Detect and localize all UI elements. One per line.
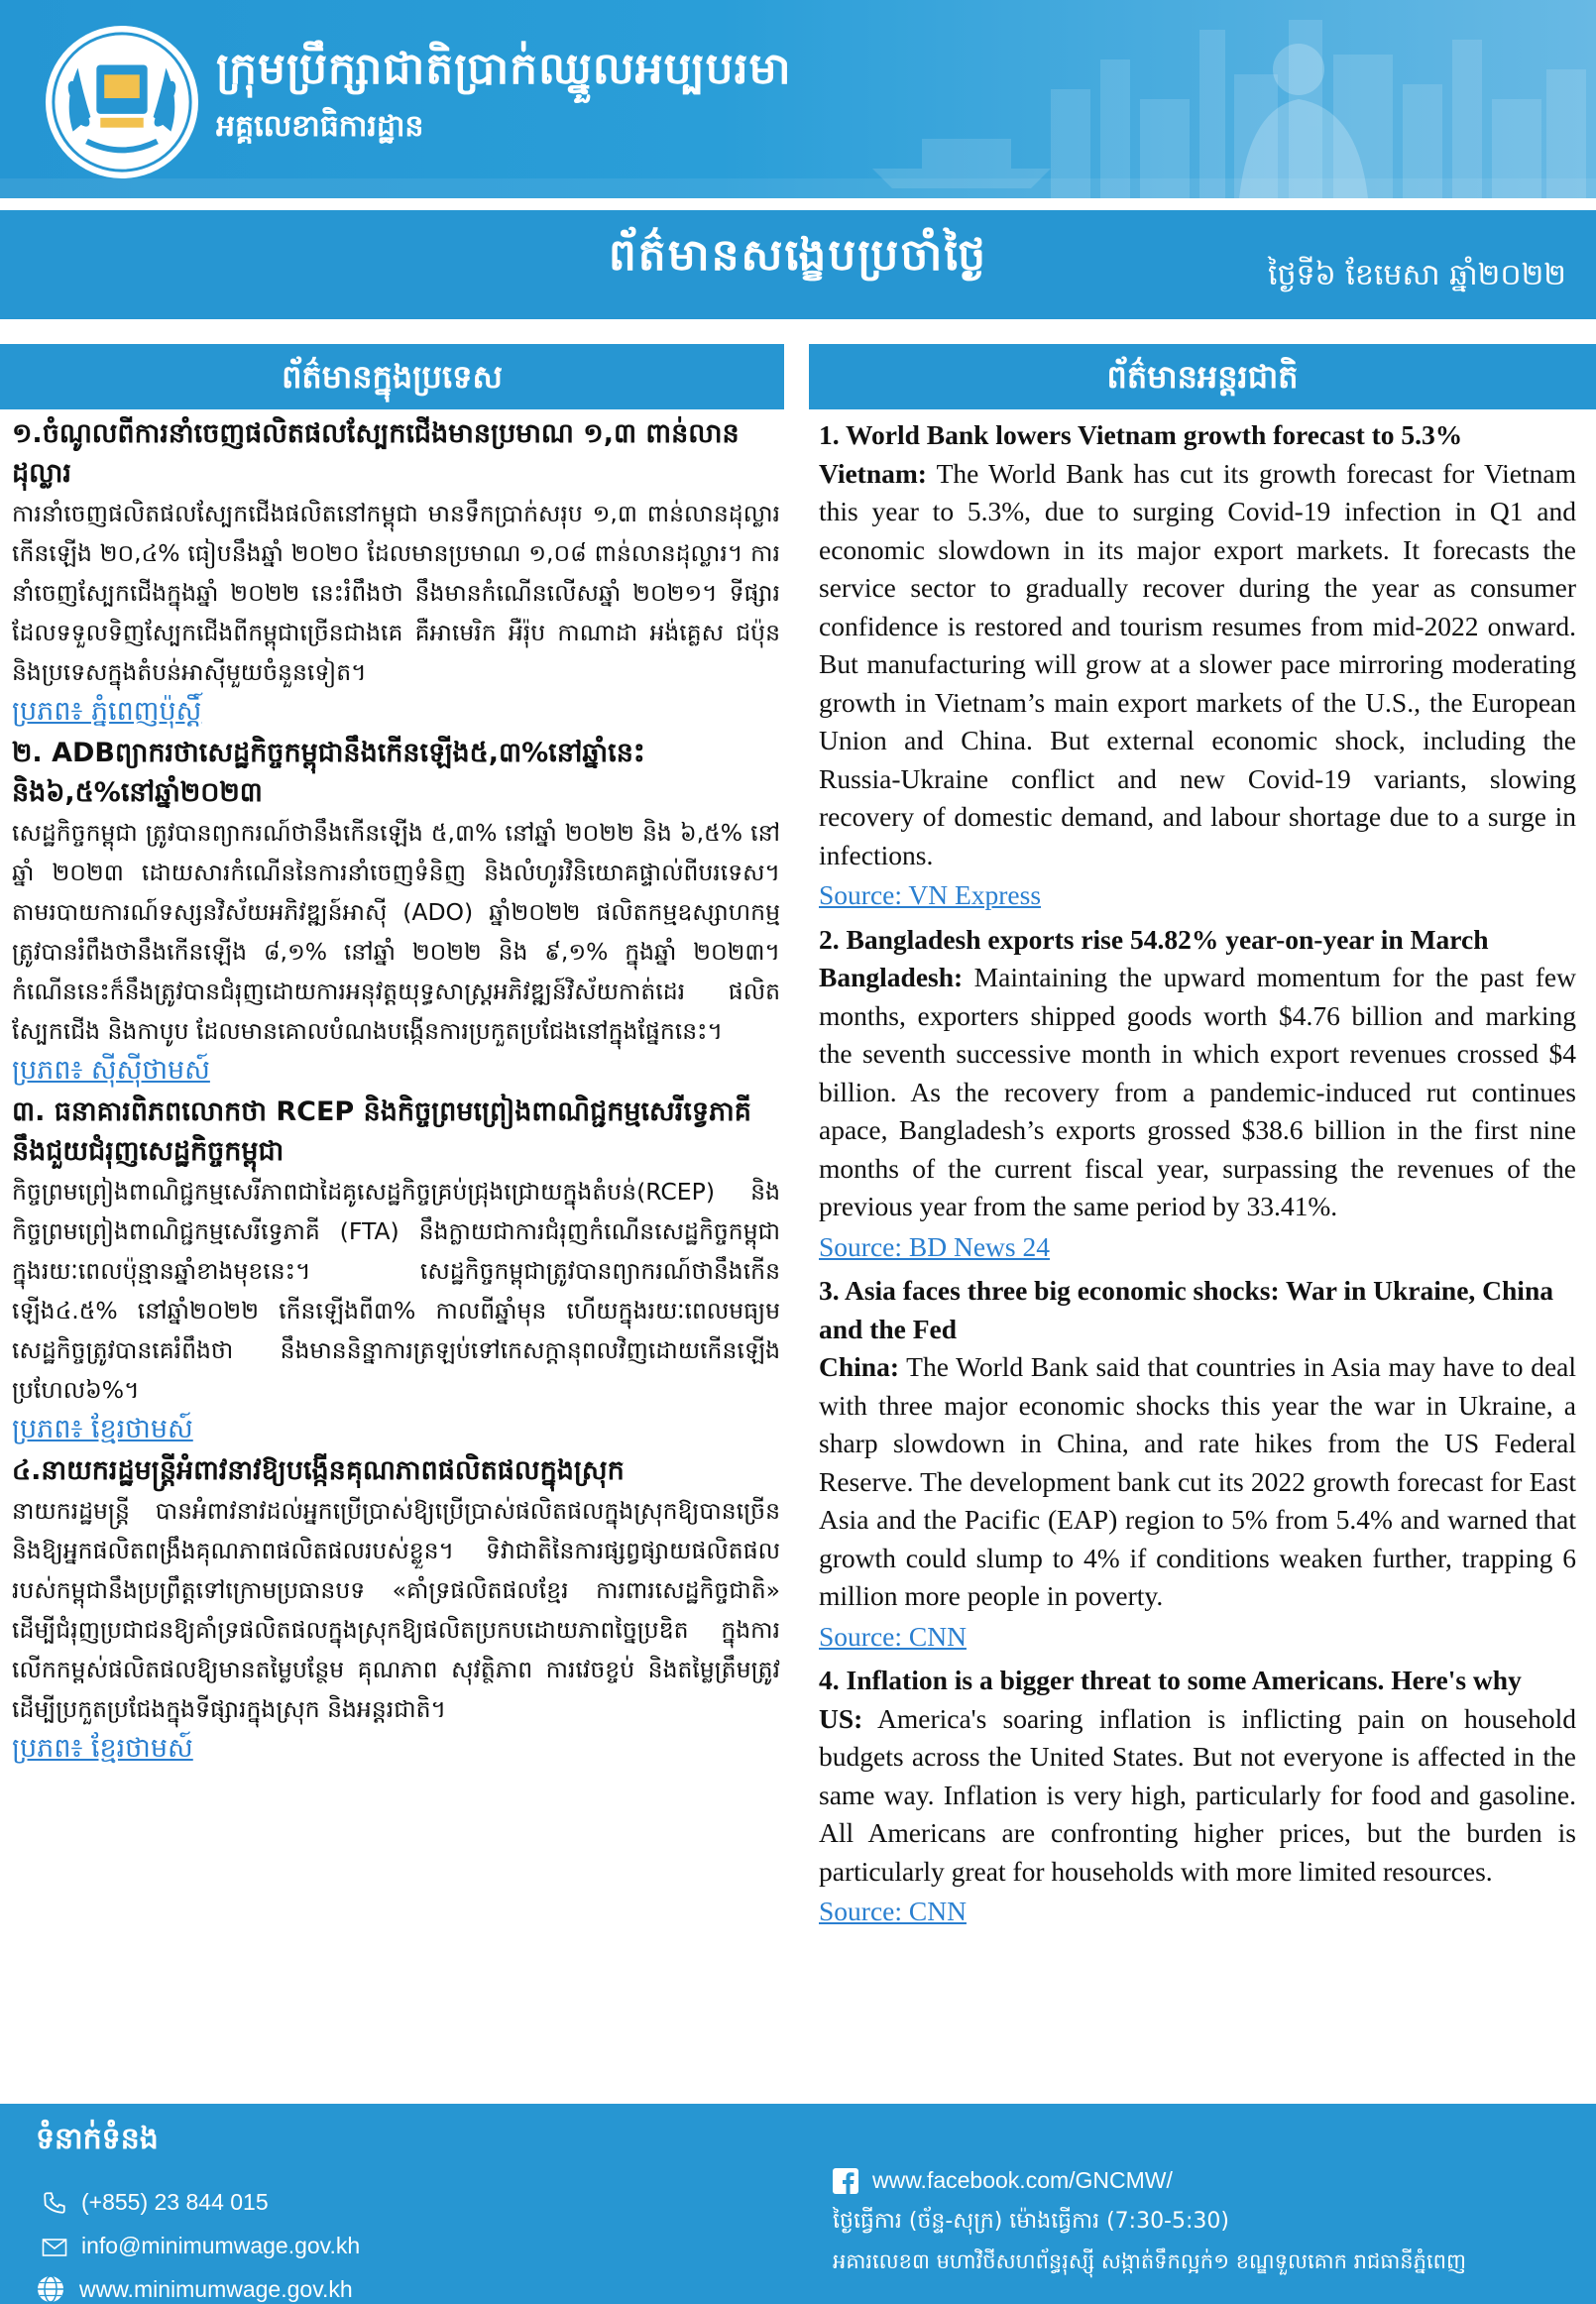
news-source-link[interactable]: Source: CNN bbox=[819, 1620, 967, 1652]
news-source-link[interactable]: ប្រភព៖ ភ្នំពេញប៉ុស្តិ៍ bbox=[12, 696, 202, 727]
domestic-news-item bbox=[12, 734, 780, 1091]
news-text: America's soaring inflation is inflicting pain on household budgets across the United States. But not everyone is affected in the same way. Inflation is very high, particularly for food and gasoline. All Americans are confronting higher prices, but the burden is particularly great for households with more limited resources. bbox=[819, 1702, 1576, 1887]
international-news-item bbox=[819, 1272, 1576, 1656]
facebook-contact[interactable] bbox=[833, 2167, 1173, 2194]
international-news-item bbox=[819, 1662, 1576, 1931]
globe-icon bbox=[36, 2274, 65, 2304]
news-country: China: bbox=[819, 1351, 899, 1382]
news-text: The World Bank said that countries in Asia may have to deal with three major economic shocks this year the war in Ukraine, a sharp slowdown in China, and rate hikes from the US Federal Reserve. The development bank cut its 2022 growth forecast for East Asia and the Pacific (EAP) region to 5% from 5.4% and warned that growth could slump to 4% if conditions weaken further, trapping 6 million more people in poverty. bbox=[819, 1351, 1576, 1611]
news-country: Bangladesh: bbox=[819, 962, 964, 992]
website-contact[interactable] bbox=[36, 2274, 353, 2304]
website-url: www.minimumwage.gov.kh bbox=[79, 2275, 353, 2302]
domestic-news-column bbox=[12, 414, 780, 2100]
domestic-news-item bbox=[12, 414, 780, 732]
email-contact[interactable] bbox=[42, 2233, 360, 2259]
news-body bbox=[819, 1700, 1576, 1892]
facebook-icon bbox=[833, 2168, 858, 2194]
news-title: 1. World Bank lowers Vietnam growth forecast to 5.3% bbox=[819, 419, 1463, 450]
domestic-news-item bbox=[12, 1093, 780, 1449]
domestic-news-item bbox=[12, 1451, 780, 1769]
news-source-link[interactable]: Source: BD News 24 bbox=[819, 1230, 1050, 1262]
mail-icon bbox=[42, 2236, 67, 2257]
news-body: កិច្ចព្រមព្រៀងពាណិជ្ជកម្មសេរីភាពជាដៃគូសេដ្ឋកិច្ចគ្រប់ជ្រុងជ្រោយក្នុងតំបន់(RCEP) និងកិច្ចព្រមព្រៀងពាណិជ្ជកម្មសេរីទ្វេភាគី (FTA) នឹងក្លាយជាការជំរុញកំណើនសេដ្ឋកិច្ចកម្ពុជាក្នុងរយៈពេលប៉ុន្មានឆ្នាំខាងមុខនេះ។ សេដ្ឋកិច្ចកម្ពុជាត្រូវបានព្យាករណ៍ថានឹងកើនឡើង៤.៥% នៅឆ្នាំ២០២២ កើនឡើងពី៣% កាលពីឆ្នាំមុន ហើយក្នុងរយៈពេលមធ្យមសេដ្ឋកិច្ចត្រូវបានគេរំពឹងថា នឹងមាននិន្នាការត្រឡប់ទៅកេសក្តានុពលវិញដោយកើនឡើងប្រហែល៦%។ bbox=[12, 1178, 780, 1404]
news-body: សេដ្ឋកិច្ចកម្ពុជា ត្រូវបានព្យាករណ៍ថានឹងកើនឡើង ៥,៣% នៅឆ្នាំ ២០២២ និង ៦,៥% នៅឆ្នាំ ២០២៣ ដោយសារកំណើននៃការនាំចេញទំនិញ និងលំហូរវិនិយោគផ្ទាល់ពីបរទេស។ តាមរបាយការណ៍ទស្សនវិស័យអភិវឌ្ឍន៍អាស៊ី (ADO) ឆ្នាំ២០២២ ផលិតកម្មឧស្សាហកម្មត្រូវបានរំពឹងថានឹងកើនឡើង ៨,១% នៅឆ្នាំ ២០២២ និង ៩,១% ក្នុងឆ្នាំ ២០២៣។ កំណើននេះក៏នឹងត្រូវបានជំរុញដោយការអនុវត្តយុទ្ធសាស្រ្តអភិវឌ្ឍន៍វិស័យកាត់ដេរ ផលិតស្បែកជើង និងកាបូប ដែលមានគោលបំណងបង្កើនការប្រកួតប្រជែងនៅក្នុងផ្នែកនេះ។ bbox=[12, 819, 780, 1045]
news-title: 3. Asia faces three big economic shocks: War in Ukraine, China and the Fed bbox=[819, 1275, 1553, 1344]
news-title: ៣. ធនាគារពិភពលោកថា RCEP និងកិច្ចព្រមព្រៀងពាណិជ្ជកម្មសេរីទ្វេភាគីនឹងជួយជំរុញសេដ្ឋកិច្ចកម្ពុជា bbox=[12, 1096, 751, 1167]
news-source-link[interactable]: Source: CNN bbox=[819, 1896, 967, 1926]
news-title: 4. Inflation is a bigger threat to some Americans. Here's why bbox=[819, 1665, 1522, 1695]
bulletin-title: ព័ត៌មានសង្ខេបប្រចាំថ្ងៃ bbox=[608, 230, 988, 281]
footer-contact bbox=[0, 2104, 1596, 2304]
organization-name: ក្រុមប្រឹក្សាជាតិប្រាក់ឈ្នួលអប្បបរមា bbox=[216, 44, 792, 94]
news-title: ១.ចំណូលពីការនាំចេញផលិតផលស្បែកជើងមានប្រមាណ ១,៣ ពាន់លានដុល្លារ bbox=[12, 418, 740, 489]
phone-contact[interactable] bbox=[42, 2189, 269, 2216]
news-title: ២. ADBព្យាករថាសេដ្ឋកិច្ចកម្ពុជានឹងកើនឡើង៥,៣%នៅឆ្នាំនេះនិង៦,៥%នៅឆ្នាំ២០២៣ bbox=[12, 738, 645, 808]
news-country: US: bbox=[819, 1702, 863, 1734]
international-news-column bbox=[819, 416, 1576, 2102]
office-address: អគារលេខ៣ មហាវិថីសហព័ន្ធរុស្ស៊ី សង្កាត់ទឹកល្អក់១ ខណ្ឌទួលគោក រាជធានីភ្នំពេញ bbox=[833, 2249, 1466, 2273]
news-text: The World Bank has cut its growth forecast for Vietnam this year to 5.3%, due to surging Covid-19 infection in Q1 and economic slowdown in its major export markets. It forecasts the service sector to gradually recover during the year as consumer confidence is restored and tourism resumes from mid-2022 onward. But manufacturing will grow at a slower pace mirroring moderating growth in Vietnam’s main export markets of the U.S., the European Union and China. But external economic shock, including the Russia-Ukraine conflict and new Covid-19 variants, slowing recovery of domestic demand, and labour shortage due to a surge in infections. bbox=[819, 457, 1576, 870]
news-body: នាយករដ្ឋមន្ត្រី បានអំពាវនាវដល់អ្នកប្រើប្រាស់ឱ្យប្រើប្រាស់ផលិតផលក្នុងស្រុកឱ្យបានច្រើន និងឱ្យអ្នកផលិតពង្រឹងគុណភាពផលិតផលរបស់ខ្លួន។ ទិវាជាតិនៃការផ្សព្វផ្សាយផលិតផលរបស់កម្ពុជានឹងប្រព្រឹត្តទៅក្រោមប្រធានបទ «គាំទ្រផលិតផលខ្មែរ ការពារសេដ្ឋកិច្ចជាតិ» ដើម្បីជំរុញប្រជាជនឱ្យគាំទ្រផលិតផលក្នុងស្រុកឱ្យផលិតប្រកបដោយភាពច្នៃប្រឌិត ក្នុងការលើកកម្ពស់ផលិតផលឱ្យមានតម្លៃបន្ថែម គុណភាព សុវត្ថិភាព ការវេចខ្ចប់ និងតម្លៃត្រឹមត្រូវ ដើម្បីប្រកួតប្រជែងក្នុងទីផ្សារក្នុងស្រុក និងអន្តរជាតិ។ bbox=[12, 1497, 780, 1723]
news-body: ការនាំចេញផលិតផលស្បែកជើងផលិតនៅកម្ពុជា មានទឹកប្រាក់សរុប ១,៣ ពាន់លានដុល្លារ កើនឡើង ២០,៤% ធៀបនឹងឆ្នាំ ២០២០ ដែលមានប្រមាណ ១,០៨ ពាន់លានដុល្លារ។ ការនាំចេញស្បែកជើងក្នុងឆ្នាំ ២០២២ នេះរំពឹងថា នឹងមានកំណើនលើសឆ្នាំ ២០២១។ ទីផ្សារដែលទទួលទិញស្បែកជើងពីកម្ពុជាច្រើនជាងគេ គឺអាមេរិក អឺរ៉ុប កាណាដា អង់គ្លេស ជប៉ុន និងប្រទេសក្នុងតំបន់អាស៊ីមួយចំនួនទៀត។ bbox=[12, 500, 780, 686]
news-title: 2. Bangladesh exports rise 54.82% year-on-year in March bbox=[819, 923, 1489, 955]
news-body bbox=[819, 959, 1576, 1226]
domestic-news-heading: ព័ត៌មានក្នុងប្រទេស bbox=[0, 344, 784, 409]
ministry-logo bbox=[44, 24, 200, 180]
phone-icon bbox=[42, 2190, 67, 2216]
news-source-link[interactable]: Source: VN Express bbox=[819, 879, 1042, 910]
contact-title: ទំនាក់ទំនង bbox=[36, 2122, 159, 2156]
news-body bbox=[819, 455, 1576, 875]
title-bar bbox=[0, 210, 1596, 319]
international-news-item bbox=[819, 921, 1576, 1267]
news-country: Vietnam: bbox=[819, 457, 927, 489]
organization-department: អគ្គលេខាធិការដ្ឋាន bbox=[216, 109, 424, 144]
working-hours: ថ្ងៃធ្វើការ (ច័ន្ទ-សុក្រ) ម៉ោងធ្វើការ (7:30-5:30) bbox=[833, 2209, 1229, 2234]
header-gap bbox=[0, 198, 1596, 210]
facebook-url: www.facebook.com/GNCMW/ bbox=[872, 2167, 1173, 2193]
news-title: ៤.នាយករដ្ឋមន្ត្រីអំពាវនាវឱ្យបង្កើនគុណភាពផលិតផលក្នុងស្រុក bbox=[12, 1455, 625, 1486]
bulletin-date: ថ្ងៃទី៦ ខែមេសា ឆ្នាំ២០២២ bbox=[1267, 258, 1566, 292]
international-news-item bbox=[819, 416, 1576, 915]
news-source-link[interactable]: ប្រភព៖ ខ្មែរថាមស៍ bbox=[12, 1414, 193, 1444]
phone-number: (+855) 23 844 015 bbox=[81, 2189, 269, 2215]
international-news-heading: ព័ត៌មានអន្តរជាតិ bbox=[809, 344, 1596, 409]
email-address: info@minimumwage.gov.kh bbox=[81, 2233, 361, 2258]
news-source-link[interactable]: ប្រភព៖ ខ្មែរថាមស៍ bbox=[12, 1733, 193, 1764]
news-body bbox=[819, 1348, 1576, 1616]
news-source-link[interactable]: ប្រភព៖ ស៊ីស៊ីថាមស៍ bbox=[12, 1055, 210, 1086]
header-banner bbox=[0, 0, 1596, 198]
news-text: Maintaining the upward momentum for the past few months, exporters shipped goods worth $4.76 billion and marking the seventh successive month in which export revenues crossed $4 billion. As the recovery from a pandemic-induced rut continues apace, Bangladesh’s exports grossed $38.6 billion in the first nine months of the current fiscal year, surpassing the revenues of the previous year from the same period by 33.41%. bbox=[819, 962, 1576, 1221]
